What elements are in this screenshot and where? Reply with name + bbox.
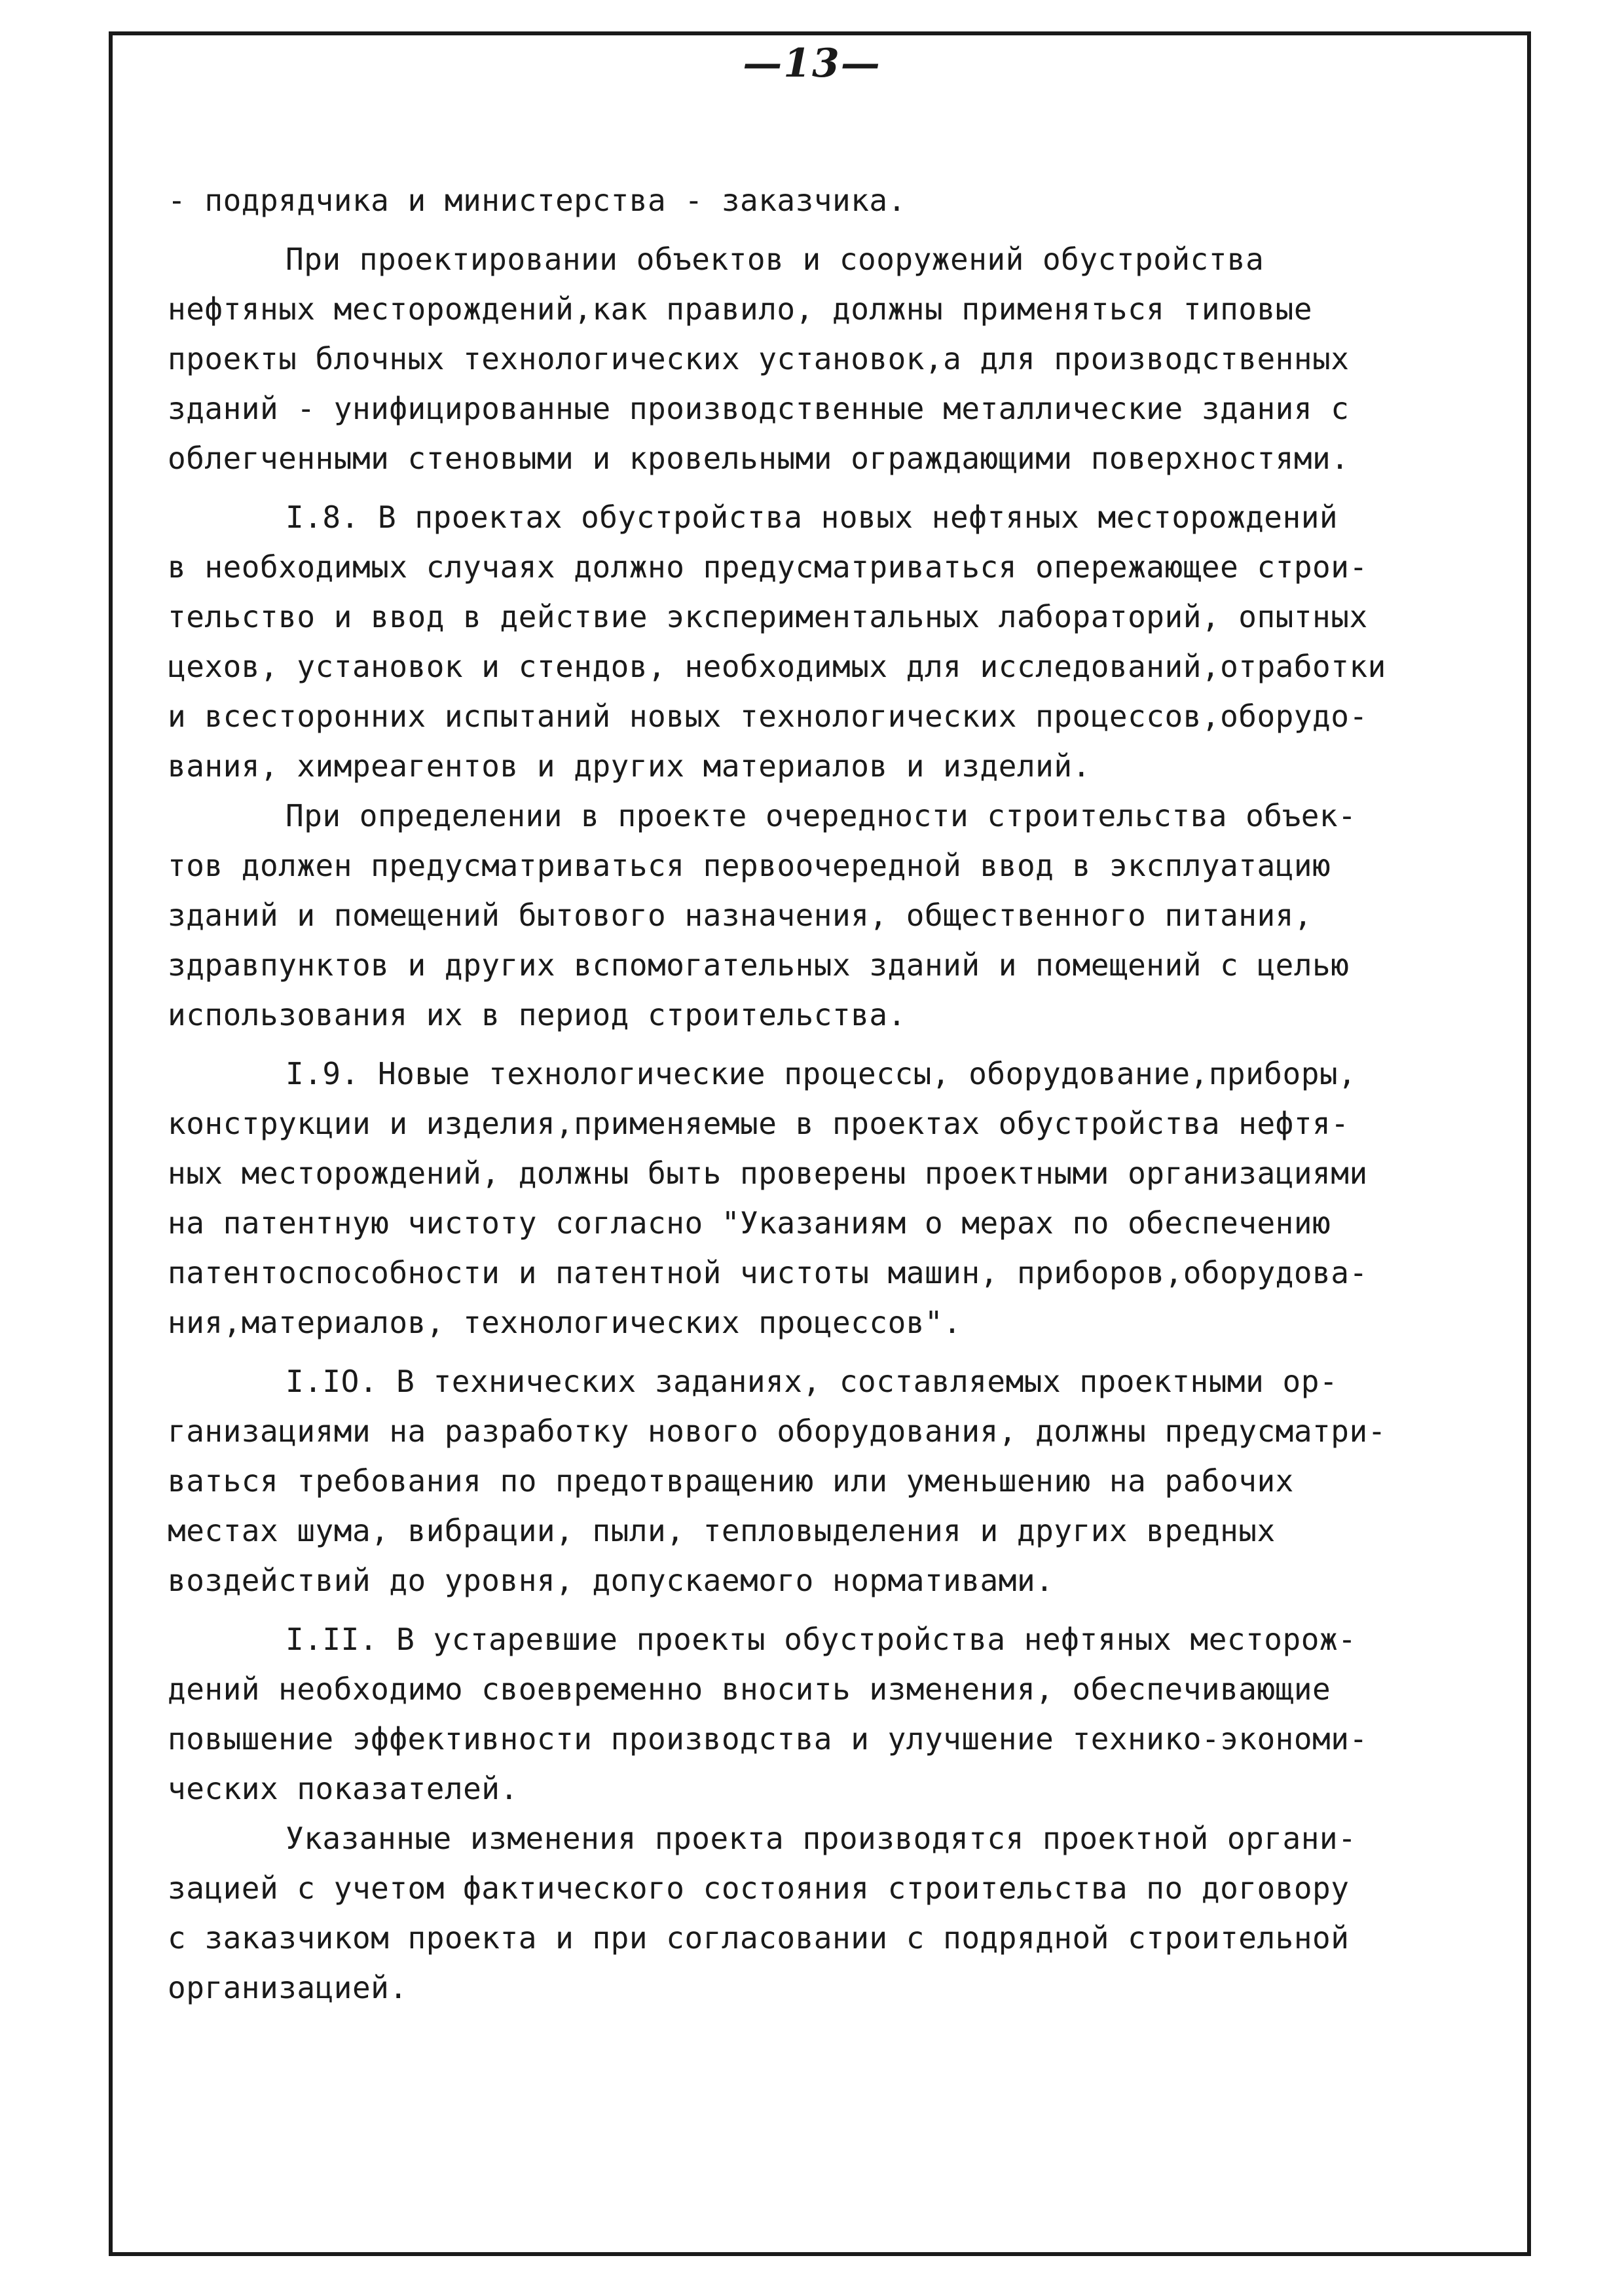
- text-line: облегченными стеновыми и кровельными ограждающими поверхностями.: [168, 441, 1350, 476]
- text-line: патентоспособности и патентной чистоты машин, приборов,оборудова-: [168, 1255, 1368, 1290]
- text-line: в необходимых случаях должно предусматриваться опережающее строи-: [168, 549, 1368, 585]
- text-line: на патентную чистоту согласно "Указаниям о мерах по обеспечению: [168, 1205, 1331, 1241]
- paragraph-gap: [168, 1040, 1517, 1049]
- text-line: конструкции и изделия,применяемые в проектах обустройства нефтя-: [168, 1106, 1350, 1141]
- text-line: ческих показателей.: [168, 1771, 519, 1806]
- text-line: I.IO. В технических заданиях, составляемых проектными ор-: [286, 1364, 1338, 1399]
- text-line: I.II. В устаревшие проекты обустройства нефтяных месторож-: [286, 1622, 1357, 1657]
- text-line: и всесторонних испытаний новых технологических процессов,оборудо-: [168, 699, 1368, 734]
- text-line: воздействий до уровня, допускаемого нормативами.: [168, 1563, 1054, 1598]
- text-line: ния,материалов, технологических процессов".: [168, 1305, 962, 1340]
- text-line: дений необходимо своевременно вносить изменения, обеспечивающие: [168, 1671, 1331, 1707]
- text-line: местах шума, вибрации, пыли, тепловыделения и других вредных: [168, 1513, 1276, 1548]
- text-line: тов должен предусматриваться первоочередной ввод в эксплуатацию: [168, 848, 1331, 883]
- paragraph-gap: [168, 1605, 1517, 1614]
- text-line: вания, химреагентов и других материалов и изделий.: [168, 748, 1091, 784]
- text-line: здравпунктов и других вспомогательных зданий и помещений с целью: [168, 947, 1350, 983]
- text-line: I.9. Новые технологические процессы, оборудование,приборы,: [286, 1056, 1357, 1091]
- text-line: При проектировании объектов и сооружений обустройства: [286, 242, 1264, 277]
- paragraph-gap: [168, 1347, 1517, 1357]
- text-line: зданий и помещений бытового назначения, общественного питания,: [168, 898, 1313, 933]
- text-line: ных месторождений, должны быть проверены проектными организациями: [168, 1156, 1368, 1191]
- text-line: ганизациями на разработку нового оборудования, должны предусматри-: [168, 1413, 1386, 1449]
- text-line: тельство и ввод в действие экспериментальных лабораторий, опытных: [168, 599, 1368, 634]
- text-line: - подрядчика и министерства - заказчика.: [168, 183, 906, 218]
- text-line: цехов, установок и стендов, необходимых для исследований,отработки: [168, 649, 1386, 684]
- paragraph-gap: [168, 225, 1517, 234]
- text-line: организацией.: [168, 1970, 408, 2005]
- text-line: с заказчиком проекта и при согласовании с подрядной строительной: [168, 1920, 1350, 1956]
- text-line: I.8. В проектах обустройства новых нефтяных месторождений: [286, 500, 1338, 535]
- text-line: проекты блочных технологических установок,а для производственных: [168, 341, 1350, 376]
- text-line: ваться требования по предотвращению или уменьшению на рабочих: [168, 1463, 1294, 1499]
- text-line: зацией с учетом фактического состояния строительства по договору: [168, 1870, 1350, 1906]
- text-line: При определении в проекте очередности строительства объек-: [286, 798, 1357, 833]
- document-body: [168, 175, 1517, 2013]
- text-line: использования их в период строительства.: [168, 997, 906, 1032]
- paragraph-gap: [168, 483, 1517, 492]
- text-line: зданий - унифицированные производственные металлические здания с: [168, 391, 1350, 426]
- text-line: Указанные изменения проекта производятся проектной органи-: [286, 1821, 1357, 1856]
- text-line: нефтяных месторождений,как правило, должны применяться типовые: [168, 291, 1313, 327]
- text-line: повышение эффективности производства и улучшение технико-экономи-: [168, 1721, 1368, 1757]
- page-number: —13—: [743, 41, 881, 86]
